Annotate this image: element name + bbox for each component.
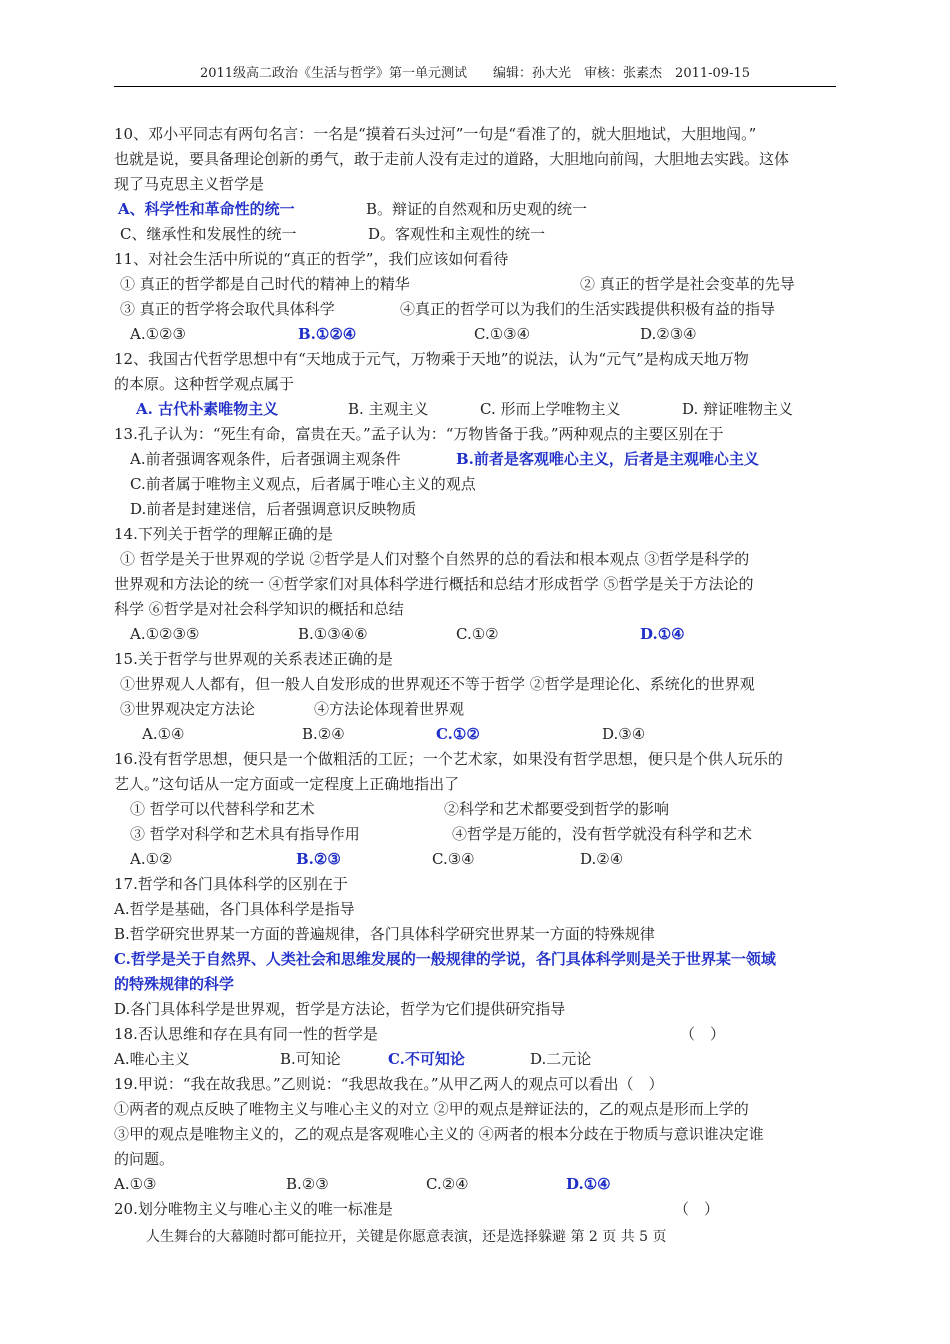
q10-stem-line3: 现了马克思主义哲学是	[114, 175, 265, 193]
q17-option-c-line2: 的特殊规律的科学	[114, 975, 235, 993]
q13-option-d: D.前者是封建迷信，后者强调意识反映物质	[130, 500, 417, 518]
q10-option-c: C、继承性和发展性的统一	[120, 225, 297, 243]
q11-statement-4: ④真正的哲学可以为我们的生活实践提供积极有益的指导	[400, 300, 776, 318]
q18-option-d: D.二元论	[530, 1050, 592, 1068]
q19-option-c: C.②④	[426, 1175, 469, 1193]
q12-options	[114, 397, 844, 422]
q18-option-b: B.可知论	[280, 1050, 341, 1068]
q15-option-c: C.①②	[436, 725, 480, 743]
q11-statement-1: ① 真正的哲学都是自己时代的精神上的精华	[120, 275, 410, 293]
q11-stem: 11、对社会生活中所说的“真正的哲学”，我们应该如何看待	[114, 250, 509, 268]
q18-option-a: A.唯心主义	[114, 1050, 190, 1068]
q11-options	[114, 322, 844, 347]
q17-option-b: B.哲学研究世界某一方面的普遍规律，各门具体科学研究世界某一方面的特殊规律	[114, 925, 655, 943]
q16-stem-line2: 艺人。”这句话从一定方面或一定程度上正确地指出了	[114, 775, 460, 793]
q19-statements-line2: ③甲的观点是唯物主义的，乙的观点是客观唯心主义的 ④两者的根本分歧在于物质与意识谁决定谁	[114, 1125, 764, 1143]
q15-option-d: D.③④	[602, 725, 646, 743]
q12-option-a: A. 古代朴素唯物主义	[136, 400, 279, 418]
q19-statements-line3: 的问题。	[114, 1150, 175, 1168]
q12-stem-line2: 的本原。这种哲学观点属于	[114, 375, 295, 393]
q15-option-b: B.②④	[302, 725, 345, 743]
q10-option-b: B。辩证的自然观和历史观的统一	[366, 200, 588, 218]
q16-option-c: C.③④	[432, 850, 475, 868]
q20-answer-blank: （ ）	[674, 1200, 720, 1218]
question-content	[114, 122, 844, 1222]
q15-statements-34	[114, 697, 844, 722]
q15-stem: 15.关于哲学与世界观的关系表述正确的是	[114, 650, 393, 668]
q15-statements-line1: ①世界观人人都有，但一般人自发形成的世界观还不等于哲学 ②哲学是理论化、系统化的世界观	[120, 675, 755, 693]
q16-statements-34	[114, 822, 844, 847]
q19-options	[114, 1172, 844, 1197]
q18-stem: 18.否认思维和存在具有同一性的哲学是	[114, 1025, 378, 1043]
q11-statements-12	[114, 272, 844, 297]
q16-options	[114, 847, 844, 872]
q14-option-d: D.①④	[640, 625, 685, 643]
q14-option-a: A.①②③⑤	[130, 625, 200, 643]
q18-options	[114, 1047, 844, 1072]
q16-statement-4: ④哲学是万能的，没有哲学就没有科学和艺术	[452, 825, 753, 843]
q16-stem-line1: 16.没有哲学思想，便只是一个做粗活的工匠；一个艺术家，如果没有哲学思想，便只是个供人玩乐的	[114, 750, 783, 768]
q19-option-a: A.①③	[114, 1175, 157, 1193]
q10-stem-line1: 10、邓小平同志有两句名言：一名是“摸着石头过河”一句是“看准了的，就大胆地试，大胆地闯。”	[114, 125, 757, 143]
q14-options	[114, 622, 844, 647]
q14-option-c: C.①②	[456, 625, 499, 643]
q10-options-ab	[114, 197, 844, 222]
q11-option-d: D.②③④	[640, 325, 697, 343]
q13-option-b: B.前者是客观唯心主义，后者是主观唯心主义	[456, 450, 759, 468]
q12-option-b: B. 主观主义	[348, 400, 429, 418]
q14-statements-line2: 世界观和方法论的统一 ④哲学家们对具体科学进行概括和总结才形成哲学 ⑤哲学是关于方法论的	[114, 575, 754, 593]
q12-option-c: C. 形而上学唯物主义	[480, 400, 621, 418]
q14-statements-line1: ① 哲学是关于世界观的学说 ②哲学是人们对整个自然界的总的看法和根本观点 ③哲学是科学的	[120, 550, 750, 568]
q12-option-d: D. 辩证唯物主义	[682, 400, 794, 418]
q20-stem: 20.划分唯物主义与唯心主义的唯一标准是	[114, 1200, 393, 1218]
q20-stem-row	[114, 1197, 844, 1222]
q11-statement-3: ③ 真正的哲学将会取代具体科学	[120, 300, 335, 318]
q15-statement-3: ③世界观决定方法论	[120, 700, 256, 718]
q18-option-c: C.不可知论	[388, 1050, 465, 1068]
q19-option-b: B.②③	[286, 1175, 329, 1193]
q16-statement-2: ②科学和艺术都要受到哲学的影响	[444, 800, 670, 818]
q13-option-c: C.前者属于唯物主义观点，后者属于唯心主义的观点	[130, 475, 476, 493]
q11-statements-34	[114, 297, 844, 322]
q11-option-a: A.①②③	[130, 325, 186, 343]
q16-statements-12	[114, 797, 844, 822]
q14-option-b: B.①③④⑥	[298, 625, 368, 643]
q19-statements-line1: ①两者的观点反映了唯物主义与唯心主义的对立 ②甲的观点是辩证法的，乙的观点是形而上学的	[114, 1100, 749, 1118]
q10-stem-line2: 也就是说，要具备理论创新的勇气，敢于走前人没有走过的道路，大胆地向前闯，大胆地去实践。这体	[114, 150, 790, 168]
q17-stem: 17.哲学和各门具体科学的区别在于	[114, 875, 348, 893]
q15-statement-4: ④方法论体现着世界观	[314, 700, 465, 718]
page-header: 2011级高二政治《生活与哲学》第一单元测试 编辑：孙大光 审核：张素杰 2011-09-15	[114, 64, 836, 87]
q16-option-d: D.②④	[580, 850, 624, 868]
q18-answer-blank: （ ）	[680, 1025, 726, 1043]
q11-statement-2: ② 真正的哲学是社会变革的先导	[580, 275, 795, 293]
q16-option-a: A.①②	[130, 850, 173, 868]
q11-option-b: B.①②④	[298, 325, 357, 343]
page-footer: 人生舞台的大幕随时都可能拉开，关键是你愿意表演，还是选择躲避 第 2 页 共 5 页	[146, 1229, 667, 1245]
q11-option-c: C.①③④	[474, 325, 531, 343]
q16-option-b: B.②③	[296, 850, 341, 868]
q18-stem-row	[114, 1022, 844, 1047]
q17-option-c-line1: C.哲学是关于自然界、人类社会和思维发展的一般规律的学说，各门具体科学则是关于世界某一领域	[114, 950, 776, 968]
q17-option-a: A.哲学是基础，各门具体科学是指导	[114, 900, 355, 918]
q13-option-a: A.前者强调客观条件，后者强调主观条件	[130, 450, 401, 468]
q13-stem: 13.孔子认为：“死生有命，富贵在天。”孟子认为：“万物皆备于我。”两种观点的主要区别在于	[114, 425, 724, 443]
q16-statement-3: ③ 哲学对科学和艺术具有指导作用	[130, 825, 360, 843]
q14-stem: 14.下列关于哲学的理解正确的是	[114, 525, 333, 543]
q15-option-a: A.①④	[142, 725, 185, 743]
q10-option-d: D。客观性和主观性的统一	[368, 225, 546, 243]
q10-options-cd	[114, 222, 844, 247]
q10-option-a: A、科学性和革命性的统一	[118, 200, 295, 218]
q19-option-d: D.①④	[566, 1175, 611, 1193]
q19-stem: 19.甲说：“我在故我思。”乙则说：“我思故我在。”从甲乙两人的观点可以看出（ ）	[114, 1075, 664, 1093]
q16-statement-1: ① 哲学可以代替科学和艺术	[130, 800, 315, 818]
q14-statements-line3: 科学 ⑥哲学是对社会科学知识的概括和总结	[114, 600, 404, 618]
q12-stem-line1: 12、我国古代哲学思想中有“天地成于元气，万物乘于天地”的说法，认为“元气”是构成天地万物	[114, 350, 749, 368]
q17-option-d: D.各门具体科学是世界观，哲学是方法论，哲学为它们提供研究指导	[114, 1000, 566, 1018]
q15-options	[114, 722, 844, 747]
q13-options-ab	[114, 447, 844, 472]
